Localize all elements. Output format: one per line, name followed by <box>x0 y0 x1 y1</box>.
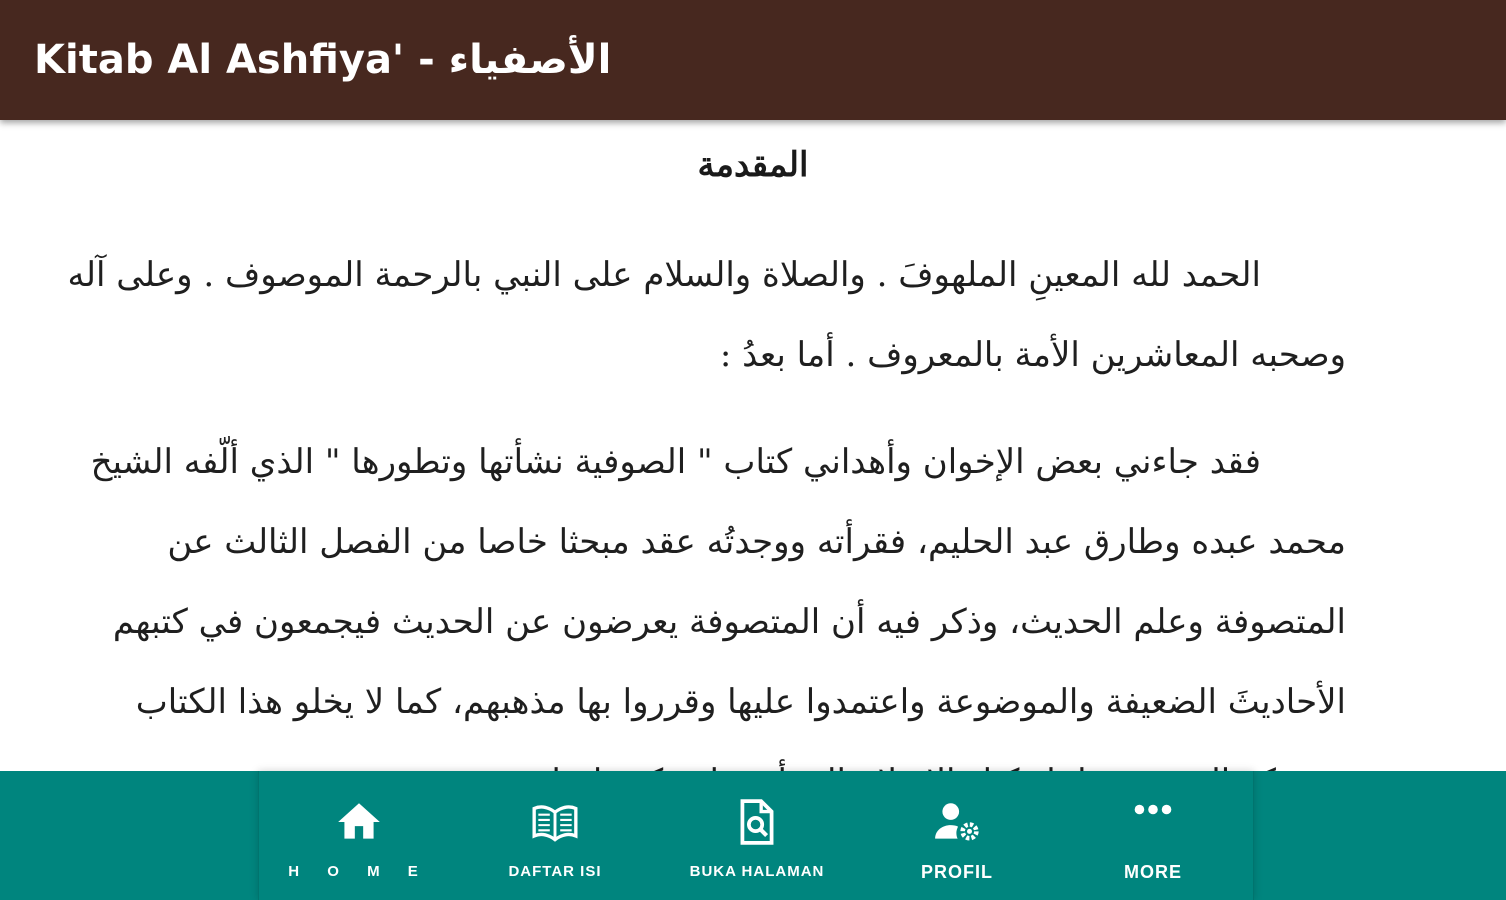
book-icon <box>530 797 580 847</box>
text-line: الأحاديثَ الضعيفة والموضوعة واعتمدوا عليها وقرروا بها مذهبهم، كما لا يخلو هذا الكتاب <box>135 682 1346 722</box>
nav-buka-halaman-button[interactable] <box>657 771 857 900</box>
nav-more-button[interactable] <box>1053 771 1253 900</box>
paragraph-body <box>90 422 1346 822</box>
reader-content[interactable] <box>0 120 1506 771</box>
nav-home-button[interactable] <box>259 771 459 900</box>
chapter-title: المقدمة <box>697 145 809 185</box>
more-horizontal-icon <box>1128 797 1178 847</box>
document-search-icon <box>732 797 782 847</box>
nav-buka-halaman-label: BUKA HALAMAN <box>689 863 825 880</box>
bottom-nav-bar <box>258 771 1254 900</box>
nav-daftar-isi-button[interactable] <box>455 771 655 900</box>
paragraph-intro <box>67 235 1346 395</box>
text-line: فقد جاءني بعض الإخوان وأهداني كتاب " الصوفية نشأتها وتطورها " الذي ألّفه الشيخ <box>90 442 1261 482</box>
home-icon <box>334 797 384 847</box>
nav-profil-button[interactable] <box>857 771 1057 900</box>
nav-profil-label: PROFIL <box>921 862 993 882</box>
text-line: المتصوفة وعلم الحديث، وذكر فيه أن المتصوفة يعرضون عن الحديث فيجمعون في كتبهم <box>112 602 1346 642</box>
text-line: وصحبه المعاشرين الأمة بالمعروف . أما بعدُ : <box>719 335 1346 375</box>
nav-daftar-isi-label: DAFTAR ISI <box>508 863 602 880</box>
app-title: Kitab Al Ashfiya' - الأصفياء <box>34 37 612 83</box>
nav-more-label: MORE <box>1124 862 1182 882</box>
text-line: الحمد لله المعينِ الملهوفَ . والصلاة والسلام على النبي بالرحمة الموصوف . وعلى آله <box>67 255 1261 295</box>
nav-home-label: H O M E <box>288 863 430 880</box>
app-bar <box>0 0 1506 120</box>
text-line: محمد عبده وطارق عبد الحليم، فقرأته ووجدتُه عقد مبحثا خاصا من الفصل الثالث عن <box>167 522 1346 562</box>
bottom-navigation <box>0 771 1506 900</box>
user-settings-icon <box>932 797 982 847</box>
